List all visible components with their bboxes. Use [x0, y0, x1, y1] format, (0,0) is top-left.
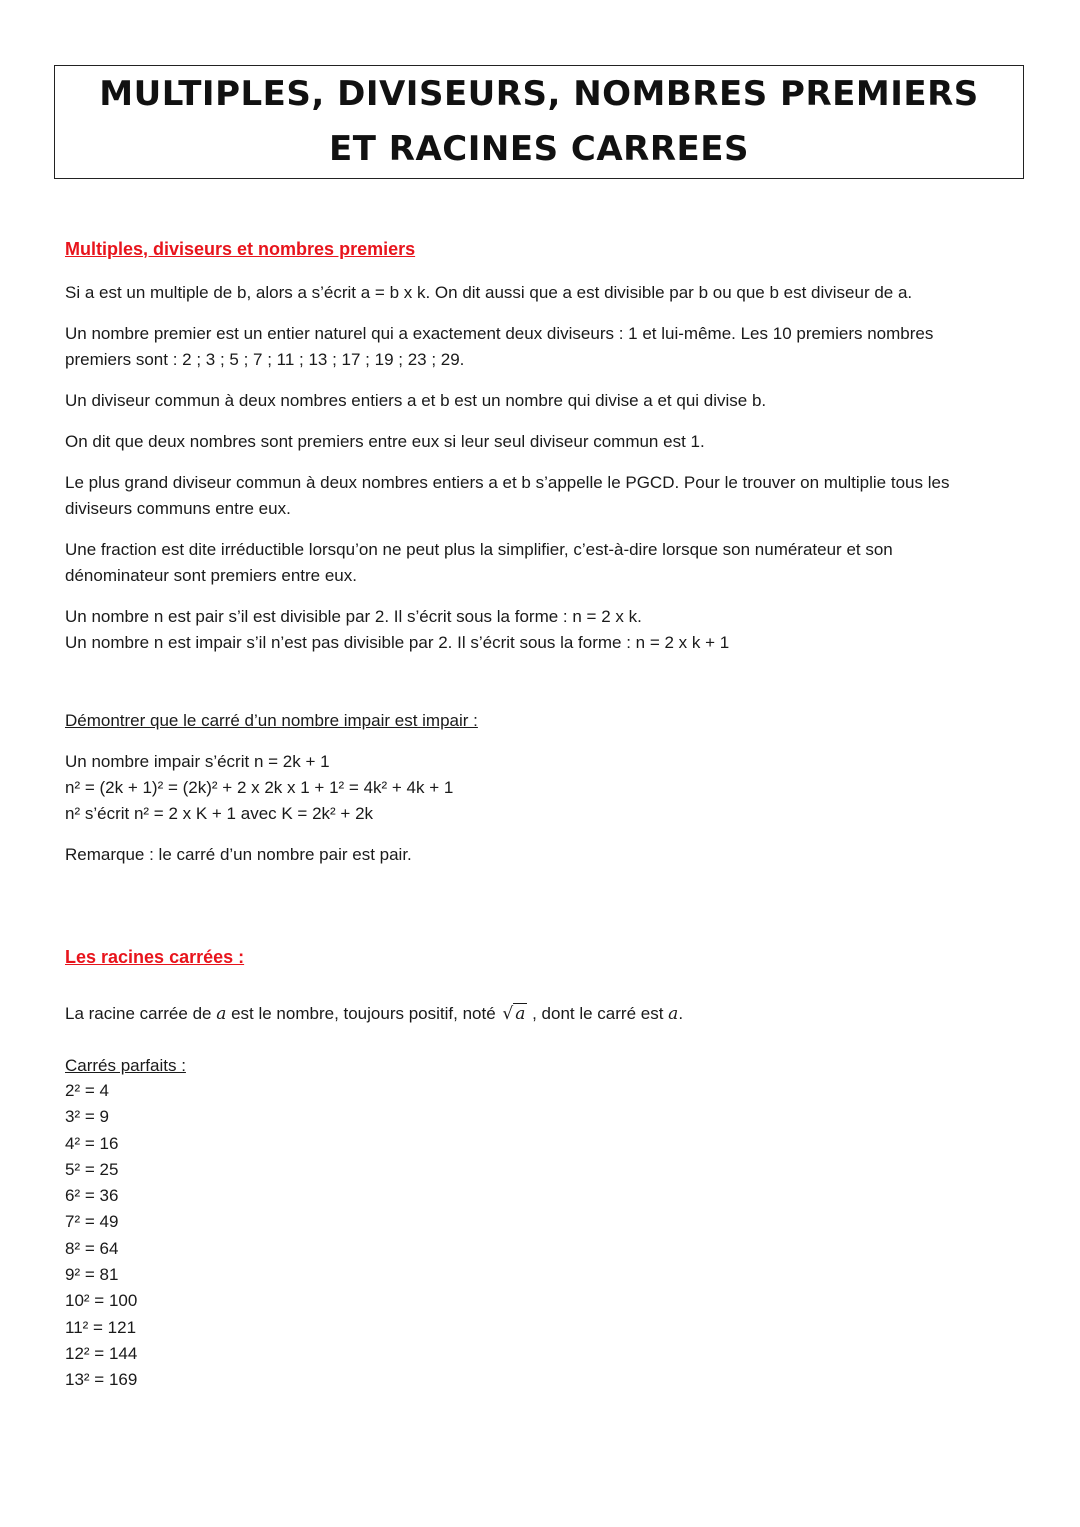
paragraph-pgcd-line-1: Le plus grand diviseur commun à deux nombres entiers a et b s’appelle le PGCD. Pour le trouver on multiplie tous les	[65, 473, 950, 492]
list-item: 13² = 169	[65, 1370, 138, 1390]
paragraph-coprime: On dit que deux nombres sont premiers entre eux si leur seul diviseur commun est 1.	[65, 432, 705, 451]
list-item: 10² = 100	[65, 1291, 138, 1311]
perfect-squares-list	[65, 1078, 137, 1394]
definition-var-a: a	[216, 1004, 227, 1024]
perfect-squares-heading: Carrés parfaits :	[65, 1056, 186, 1075]
section-heading-multiples: Multiples, diviseurs et nombres premiers	[65, 239, 416, 259]
list-item: 11² = 121	[65, 1317, 137, 1337]
list-item: 7² = 49	[65, 1212, 119, 1232]
proof-line-1: Un nombre impair s’écrit n = 2k + 1	[65, 752, 330, 771]
definition-text-1: La racine carrée de	[65, 1004, 217, 1023]
proof-line-2: n² = (2k + 1)² = (2k)² + 2 x 2k x 1 + 1² = 4k² + 4k + 1	[65, 778, 454, 797]
title-line-2: ET RACINES CARREES	[329, 129, 749, 169]
list-item: 5² = 25	[65, 1159, 119, 1179]
list-item: 12² = 144	[65, 1343, 138, 1363]
title-box	[54, 65, 1024, 179]
proof-line-3: n² s’écrit n² = 2 x K + 1 avec K = 2k² + 2k	[65, 804, 374, 823]
list-item: 2² = 4	[65, 1081, 109, 1100]
paragraph-odd: Un nombre n est impair s’il n’est pas divisible par 2. Il s’écrit sous la forme : n = 2 x k + 1	[65, 633, 730, 652]
list-item: 9² = 81	[65, 1265, 119, 1285]
definition-period: .	[678, 1004, 684, 1023]
paragraph-even: Un nombre n est pair s’il est divisible par 2. Il s’écrit sous la forme : n = 2 x k.	[65, 607, 642, 626]
square-root-symbol	[502, 1001, 527, 1027]
list-item: 4² = 16	[65, 1133, 119, 1153]
proof-heading: Démontrer que le carré d’un nombre impair est impair :	[65, 711, 478, 730]
section-heading-square-roots: Les racines carrées :	[65, 947, 245, 967]
paragraph-fraction-line-1: Une fraction est dite irréductible lorsqu’on ne peut plus la simplifier, c’est-à-dire lorsque son numérateur et son	[65, 540, 893, 559]
paragraph-fraction-line-2: dénominateur sont premiers entre eux.	[65, 566, 357, 585]
radical-sign: √	[502, 1004, 514, 1024]
paragraph-prime-line-2: premiers sont : 2 ; 3 ; 5 ; 7 ; 11 ; 13 ; 17 ; 19 ; 23 ; 29.	[65, 350, 465, 369]
radicand: a	[515, 1004, 526, 1024]
paragraph-common-divisor: Un diviseur commun à deux nombres entiers a et b est un nombre qui divise a et qui divise b.	[65, 391, 767, 410]
list-item: 3² = 9	[65, 1107, 109, 1127]
proof-remark: Remarque : le carré d’un nombre pair est pair.	[65, 845, 412, 864]
title-line-1: MULTIPLES, DIVISEURS, NOMBRES PREMIERS	[99, 74, 979, 114]
definition-text-2: est le nombre, toujours positif, noté	[226, 1004, 501, 1023]
paragraph-multiple-definition: Si a est un multiple de b, alors a s’écrit a = b x k. On dit aussi que a est divisible par b ou que b est diviseur de a.	[65, 283, 913, 302]
definition-text-3: , dont le carré est	[527, 1004, 669, 1023]
paragraph-prime-line-1: Un nombre premier est un entier naturel qui a exactement deux diviseurs : 1 et lui-même. Les 10 premiers nombres	[65, 324, 934, 343]
square-root-definition	[65, 1001, 683, 1027]
list-item: 8² = 64	[65, 1238, 119, 1258]
paragraph-pgcd-line-2: diviseurs communs entre eux.	[65, 499, 291, 518]
list-item: 6² = 36	[65, 1186, 119, 1206]
definition-var-a-end: a	[668, 1004, 679, 1024]
